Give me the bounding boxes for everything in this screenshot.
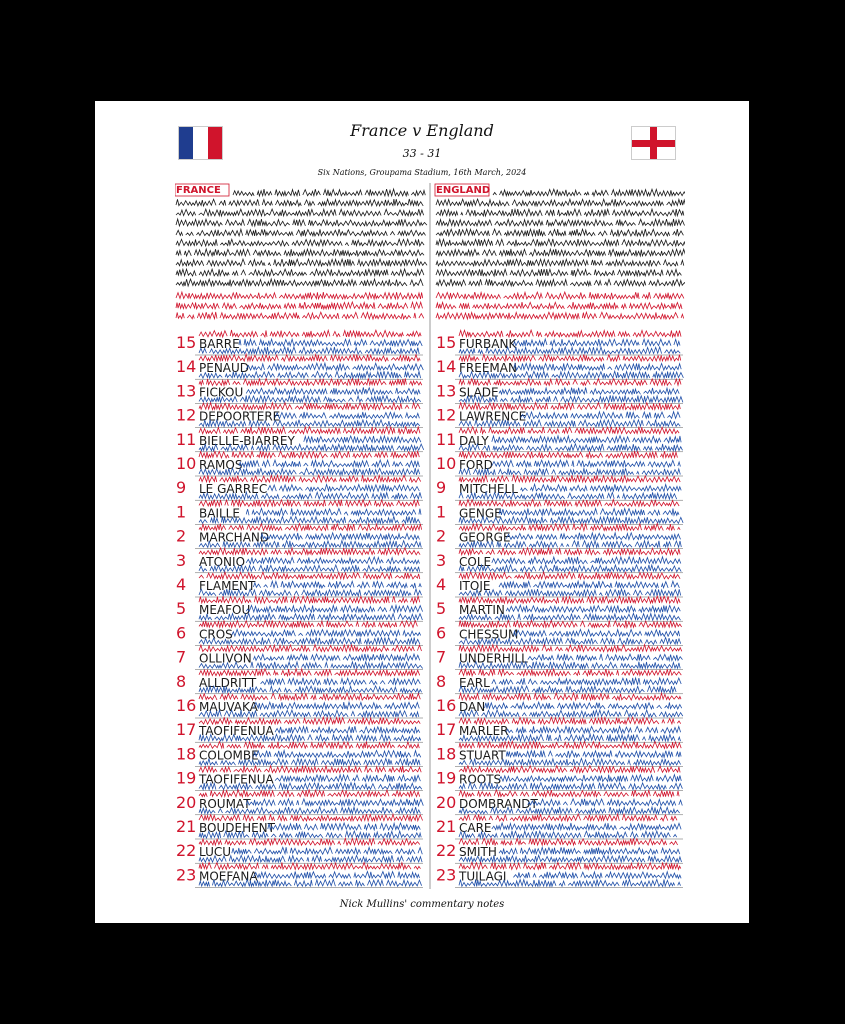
france-club-note xyxy=(199,379,422,386)
france-intro-line xyxy=(176,279,426,286)
france-club-note xyxy=(199,741,422,748)
france-club-note xyxy=(199,548,420,555)
england-player-note xyxy=(521,412,681,419)
france-club-note xyxy=(199,766,421,773)
england-player-note xyxy=(521,484,682,491)
france-club-note xyxy=(199,354,420,361)
france-intro-line xyxy=(176,239,424,246)
england-intro-line xyxy=(493,189,685,196)
france-club-note xyxy=(199,596,420,603)
england-club-note xyxy=(459,427,679,434)
england-player-number: 7 xyxy=(436,647,447,667)
france-player-number: 14 xyxy=(176,357,197,377)
france-player-note xyxy=(239,460,419,467)
england-player-number: 15 xyxy=(436,333,457,352)
england-club-note xyxy=(459,572,680,579)
england-player-note xyxy=(492,823,681,830)
england-player-note xyxy=(506,750,681,757)
france-player-number: 8 xyxy=(176,671,187,691)
england-player-number: 20 xyxy=(436,792,457,812)
france-player-number: 1 xyxy=(176,502,187,522)
france-player-number: 2 xyxy=(176,526,187,546)
france-player-note xyxy=(246,799,423,806)
france-player-note xyxy=(246,557,419,564)
france-player-number: 15 xyxy=(176,333,197,352)
england-player-name: FURBANK xyxy=(459,337,517,351)
france-player-number: 20 xyxy=(176,792,197,812)
england-summary-line xyxy=(436,292,684,299)
england-summary-line xyxy=(436,302,682,309)
england-player-name: ROOTS xyxy=(459,772,502,787)
france-player-name: OLLIVON xyxy=(199,651,252,666)
france-player-note xyxy=(246,605,422,612)
france-player-number: 18 xyxy=(176,744,197,764)
france-intro-line xyxy=(176,259,427,266)
france-club-note xyxy=(199,790,420,797)
france-intro-line xyxy=(176,199,423,206)
france-player-note xyxy=(253,872,419,879)
england-player-name: MARTIN xyxy=(459,603,505,618)
england-player-name: ITOJE xyxy=(459,579,491,593)
england-player-number: 11 xyxy=(436,429,457,449)
england-player-note xyxy=(492,678,681,685)
france-player-name: BIELLE-BIARREY xyxy=(199,433,295,448)
france-player-number: 3 xyxy=(176,550,187,570)
england-player-note xyxy=(499,388,679,395)
england-player-note xyxy=(492,436,681,443)
england-club-note xyxy=(459,693,684,700)
england-club-note xyxy=(459,717,681,724)
france-player-name: LUCU xyxy=(199,845,232,860)
england-club-note xyxy=(459,330,681,337)
england-club-note xyxy=(459,645,682,652)
england-player-number: 18 xyxy=(436,744,457,764)
france-player-number: 5 xyxy=(176,599,187,619)
england-player-number: 21 xyxy=(436,817,457,836)
england-player-number: 3 xyxy=(436,550,447,570)
england-player-note xyxy=(506,533,680,540)
france-player-name: RAMOS xyxy=(199,458,243,472)
england-player-number: 2 xyxy=(436,526,447,546)
france-player-note xyxy=(232,629,424,636)
england-player-note xyxy=(513,872,684,879)
france-player-number: 10 xyxy=(176,454,197,473)
france-player-name: COLOMBE xyxy=(199,748,259,763)
france-club-note xyxy=(199,693,420,700)
england-intro-line xyxy=(436,209,684,216)
england-player-name: CHESSUM xyxy=(459,627,519,642)
england-club-note xyxy=(459,403,680,410)
england-player-number: 12 xyxy=(436,405,457,425)
england-player-number: 17 xyxy=(436,720,457,740)
england-club-note xyxy=(459,379,681,386)
england-club-note xyxy=(459,500,679,507)
england-player-name: FREEMAN xyxy=(459,361,517,376)
england-player-name: DALY xyxy=(459,433,489,448)
england-player-number: 8 xyxy=(436,671,447,691)
france-club-note xyxy=(199,863,421,870)
england-club-note xyxy=(459,766,680,773)
france-player-name: TAOFIFENUA xyxy=(199,724,274,739)
england-player-note xyxy=(499,581,679,588)
england-player-name: SLADE xyxy=(459,385,499,400)
england-club-note xyxy=(459,814,680,821)
france-intro-line xyxy=(176,249,424,256)
france-player-name: BOUDEHENT xyxy=(199,821,275,835)
england-player-name: COLE xyxy=(459,554,492,569)
england-club-note xyxy=(459,741,681,748)
france-player-name: ATONIO xyxy=(199,554,246,569)
england-player-name: STUART xyxy=(459,748,506,763)
england-player-note xyxy=(506,726,680,733)
france-intro-line xyxy=(176,269,424,276)
france-club-note xyxy=(199,621,420,628)
england-player-note xyxy=(459,831,680,838)
france-player-name: CROS xyxy=(199,627,233,642)
france-intro-line xyxy=(176,219,427,226)
england-player-note xyxy=(459,589,681,596)
england-player-note xyxy=(513,364,681,371)
france-player-name: BARRE xyxy=(199,337,240,351)
france-player-number: 16 xyxy=(176,696,197,715)
france-player-number: 23 xyxy=(176,865,197,885)
france-player-name: DEPOORTERE xyxy=(199,409,281,424)
england-player-number: 22 xyxy=(436,841,457,861)
england-player-note xyxy=(459,444,683,451)
france-player-number: 11 xyxy=(176,429,197,449)
england-player-note xyxy=(492,557,681,564)
england-player-number: 4 xyxy=(436,575,447,594)
england-player-name: UNDERHILL xyxy=(459,651,528,666)
poster-sheet xyxy=(95,101,749,923)
england-player-name: CARE xyxy=(459,821,492,835)
england-club-note xyxy=(459,669,681,676)
england-intro-line xyxy=(436,259,684,266)
france-player-number: 22 xyxy=(176,841,197,861)
france-club-note xyxy=(199,717,420,724)
england-player-name: DAN xyxy=(459,700,486,714)
france-heading: FRANCE xyxy=(176,185,221,196)
england-player-number: 13 xyxy=(436,381,457,401)
france-player-number: 21 xyxy=(176,817,197,836)
england-intro-line xyxy=(436,199,685,206)
england-player-number: 16 xyxy=(436,696,457,715)
france-intro-line xyxy=(176,209,427,216)
england-player-note xyxy=(499,847,680,854)
england-club-note xyxy=(459,862,681,869)
england-player-name: DOMBRANDT xyxy=(459,796,538,811)
france-player-number: 4 xyxy=(176,575,187,594)
england-club-note xyxy=(459,524,680,531)
england-player-number: 1 xyxy=(436,502,447,522)
england-player-number: 5 xyxy=(436,599,447,619)
france-club-note xyxy=(199,500,419,507)
france-player-number: 12 xyxy=(176,405,197,425)
france-player-note xyxy=(246,508,424,515)
france-player-name: MARCHAND xyxy=(199,530,270,545)
france-player-note xyxy=(261,678,421,685)
france-player-name: MEAFOU xyxy=(199,603,251,618)
france-player-number: 19 xyxy=(176,768,197,788)
france-player-note xyxy=(275,775,420,782)
france-player-name: FICKOU xyxy=(199,385,244,400)
england-player-note xyxy=(528,799,683,806)
france-summary-line xyxy=(176,312,424,319)
france-club-note xyxy=(199,524,425,531)
england-player-note xyxy=(506,605,680,612)
france-club-note xyxy=(199,330,421,337)
france-club-note xyxy=(199,572,420,579)
france-player-note xyxy=(232,847,422,854)
france-player-name: MOEFANA xyxy=(199,869,258,884)
france-player-note xyxy=(275,726,423,733)
england-club-note xyxy=(459,354,681,361)
france-player-number: 6 xyxy=(176,623,187,643)
england-club-note xyxy=(459,838,681,845)
france-player-note xyxy=(199,855,422,862)
france-player-name: PENAUD xyxy=(199,361,250,376)
england-player-name: GEORGE xyxy=(459,530,511,545)
england-intro-line xyxy=(436,269,684,276)
france-club-note xyxy=(199,403,420,410)
france-player-note xyxy=(268,484,420,491)
france-club-note xyxy=(199,669,420,676)
france-player-note xyxy=(246,363,423,370)
match-title: France v England xyxy=(350,121,494,140)
england-player-number: 14 xyxy=(436,357,457,377)
england-club-note xyxy=(459,475,680,482)
france-club-note xyxy=(199,814,423,821)
england-player-note xyxy=(485,702,685,709)
france-club-note xyxy=(199,645,425,652)
france-club-note xyxy=(199,475,421,482)
england-player-name: FORD xyxy=(459,458,493,472)
france-player-note xyxy=(246,387,420,394)
england-club-note xyxy=(459,596,680,603)
france-club-note xyxy=(199,427,420,434)
france-intro-line xyxy=(176,229,426,236)
france-player-note xyxy=(253,702,419,709)
france-club-note xyxy=(199,838,420,845)
england-club-note xyxy=(459,790,679,797)
match-score: 33 - 31 xyxy=(402,147,442,160)
england-intro-line xyxy=(436,279,685,286)
france-summary-line xyxy=(176,302,423,309)
france-player-number: 17 xyxy=(176,720,197,740)
england-player-note xyxy=(459,710,683,717)
england-intro-line xyxy=(436,249,685,256)
england-player-note xyxy=(499,775,681,782)
england-club-note xyxy=(459,620,682,627)
england-player-number: 6 xyxy=(436,623,447,643)
match-venue: Six Nations, Groupama Stadium, 16th March, 2024 xyxy=(317,168,527,177)
england-player-number: 23 xyxy=(436,865,457,885)
france-player-name: FLAMENT xyxy=(199,579,256,593)
england-club-note xyxy=(459,548,680,555)
england-player-name: LAWRENCE xyxy=(459,409,527,424)
france-player-number: 9 xyxy=(176,478,187,498)
france-player-name: LE GARREC xyxy=(199,482,268,497)
france-player-name: ALLDRITT xyxy=(199,675,257,690)
england-summary-line xyxy=(436,312,684,319)
france-player-name: MAUVAKA xyxy=(199,700,258,714)
england-intro-line xyxy=(436,239,685,246)
france-player-name: BAILLE xyxy=(199,506,240,521)
england-club-note xyxy=(459,451,680,458)
france-player-note xyxy=(253,581,421,588)
france-player-note xyxy=(239,339,422,346)
france-player-note xyxy=(253,750,420,757)
france-intro-line xyxy=(233,189,425,196)
england-player-name: TUILAGI xyxy=(459,869,507,884)
england-intro-line xyxy=(436,229,683,236)
commentary-notes xyxy=(175,183,685,889)
england-player-name: GENGE xyxy=(459,506,502,521)
england-player-note xyxy=(499,508,679,515)
england-player-note xyxy=(513,629,679,636)
france-summary-line xyxy=(176,292,423,299)
england-player-note xyxy=(513,339,680,346)
england-player-name: MARLER xyxy=(459,724,509,739)
england-player-note xyxy=(528,654,683,661)
england-player-number: 19 xyxy=(436,768,457,788)
england-player-name: SMITH xyxy=(459,845,497,860)
france-player-number: 7 xyxy=(176,647,187,667)
england-player-note xyxy=(459,686,679,693)
england-player-name: MITCHELL xyxy=(459,482,518,497)
england-intro-line xyxy=(436,219,685,226)
footer-caption: Nick Mullins' commentary notes xyxy=(339,899,505,910)
england-player-number: 9 xyxy=(436,478,447,498)
france-player-note xyxy=(275,412,419,419)
france-player-name: ROUMAT xyxy=(199,796,251,811)
france-player-number: 13 xyxy=(176,381,197,401)
france-player-note xyxy=(304,436,421,443)
england-player-name: EARL xyxy=(459,675,490,690)
handwritten-notes-canvas xyxy=(175,183,685,889)
england-player-note xyxy=(492,460,681,467)
england-player-note xyxy=(459,565,684,572)
france-player-name: TAOFIFENUA xyxy=(199,772,274,787)
england-player-number: 10 xyxy=(436,454,457,473)
france-club-note xyxy=(199,451,419,458)
france-player-note xyxy=(261,533,420,540)
england-heading: ENGLAND xyxy=(436,185,491,196)
france-player-note xyxy=(253,654,419,661)
france-player-note xyxy=(268,823,421,830)
